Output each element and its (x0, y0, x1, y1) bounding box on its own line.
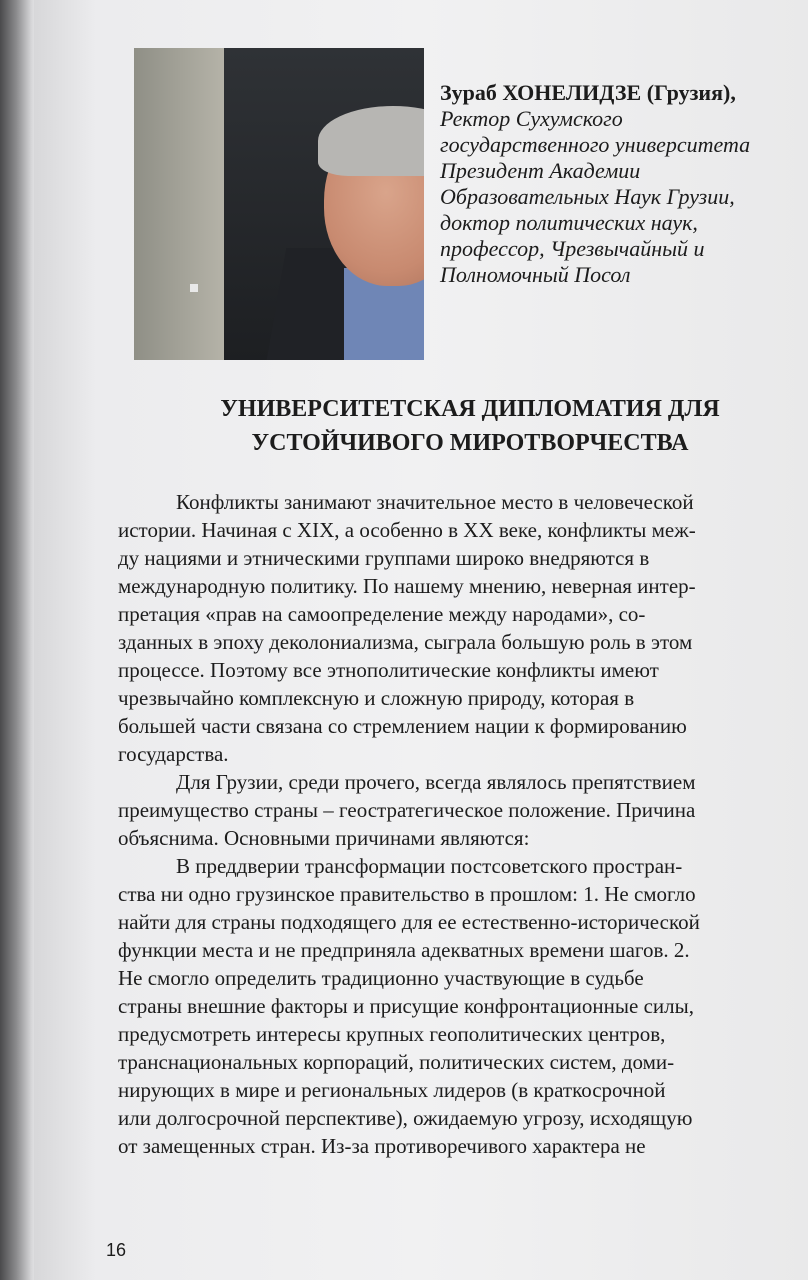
text-line: преимущество страны – геостратегическое положение. Причина (118, 798, 696, 822)
page-number: 16 (106, 1240, 127, 1260)
article-body (118, 488, 780, 1160)
text-line: или долгосрочной перспективе), ожидаемую угрозу, исходящую (118, 1106, 693, 1130)
text-line: Не смогло определить традиционно участвующие в судьбе (118, 966, 644, 990)
author-photo (134, 48, 424, 360)
author-name: Зураб ХОНЕЛИДЗЕ (Грузия), (440, 80, 736, 105)
text-line: от замещенных стран. Из-за противоречивого характера не (118, 1134, 646, 1158)
text-line: чрезвычайно комплексную и сложную природу, которая в (118, 686, 635, 710)
text-line: предусмотреть интересы крупных геополитических центров, (118, 1022, 666, 1046)
text-line: истории. Начиная с XIX, а особенно в XX веке, конфликты меж- (118, 518, 696, 542)
text-line: В преддверии трансформации постсоветского простран- (176, 854, 683, 878)
text-line: нирующих в мире и региональных лидеров (в краткосрочной (118, 1078, 666, 1102)
paragraph (118, 516, 780, 768)
text-line: страны внешние факторы и присущие конфронтационные силы, (118, 994, 694, 1018)
article-title-line: УСТОЙЧИВОГО МИРОТВОРЧЕСТВА (251, 430, 689, 456)
text-line: большей части связана со стремлением нации к формированию (118, 714, 687, 738)
article-title (170, 392, 770, 460)
text-line: транснациональных корпораций, политических систем, доми- (118, 1050, 675, 1074)
paragraph (118, 768, 780, 796)
paragraph (118, 852, 780, 880)
text-line: Конфликты занимают значительное место в человеческой (176, 490, 694, 514)
text-line: процессе. Поэтому все этнополитические конфликты имеют (118, 658, 659, 682)
article-title-line: УНИВЕРСИТЕТСКАЯ ДИПЛОМАТИЯ ДЛЯ (220, 396, 720, 422)
text-line: функции места и не предприняла адекватных времени шагов. 2. (118, 938, 690, 962)
author-bio-line: Ректор Сухумского (440, 106, 623, 131)
text-line: зданных в эпоху деколониализма, сыграла большую роль в этом (118, 630, 693, 654)
text-line: претация «прав на самоопределение между народами», со- (118, 602, 646, 626)
paragraph (118, 796, 780, 852)
text-line: международную политику. По нашему мнению, неверная интер- (118, 574, 696, 598)
text-line: объяснима. Основными причинами являются: (118, 826, 530, 850)
author-bio-line: профессор, Чрезвычайный и (440, 236, 705, 261)
paragraph (118, 488, 780, 516)
text-line: ства ни одно грузинское правительство в прошлом: 1. Не смогло (118, 882, 696, 906)
text-line: ду нациями и этническими группами широко внедряются в (118, 546, 650, 570)
author-bio-line: Полномочный Посол (440, 262, 631, 287)
text-line: Для Грузии, среди прочего, всегда являлось препятствием (176, 770, 696, 794)
paragraph (118, 880, 780, 1160)
author-bio-line: Образовательных Наук Грузии, (440, 184, 735, 209)
author-bio (440, 80, 800, 288)
text-line: найти для страны подходящего для ее естественно-исторической (118, 910, 700, 934)
author-bio-line: доктор политических наук, (440, 210, 698, 235)
author-bio-line: государственного университета (440, 132, 751, 157)
author-bio-line: Президент Академии (440, 158, 641, 183)
text-line: государства. (118, 742, 229, 766)
